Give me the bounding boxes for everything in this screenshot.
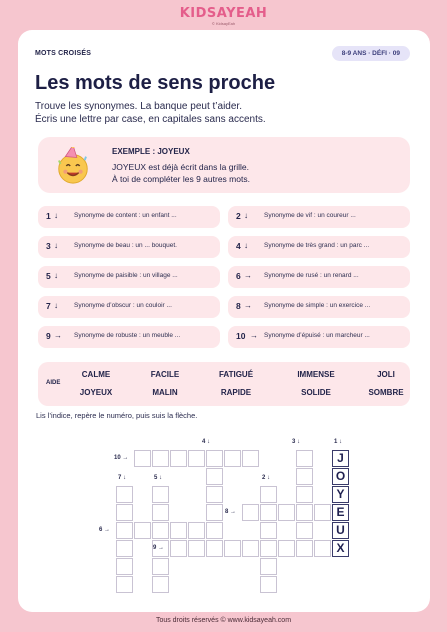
clue-number: 6 [236, 271, 241, 281]
grid-cell[interactable] [152, 522, 169, 539]
grid-cell[interactable] [152, 486, 169, 503]
grid-cell[interactable] [170, 540, 187, 557]
grid-cell[interactable] [242, 540, 259, 557]
grid-cell[interactable] [296, 486, 313, 503]
clue-direction-arrow: → [250, 330, 258, 340]
grid-cell-filled[interactable]: X [332, 540, 349, 557]
grid-cell[interactable] [134, 450, 151, 467]
grid-cell[interactable] [206, 450, 223, 467]
grid-cell[interactable] [206, 468, 223, 485]
grid-cell[interactable] [170, 522, 187, 539]
example-text [112, 161, 250, 185]
clue-number: 1 [46, 211, 51, 221]
example-title: EXEMPLE : JOYEUX [112, 147, 190, 156]
hint-text: Lis l’indice, repère le numéro, puis suis la flèche. [36, 411, 198, 420]
example-line: À toi de compléter les 9 autres mots. [112, 174, 250, 184]
clue-direction-arrow: ↓ [54, 240, 58, 250]
clue-3 [38, 236, 220, 258]
bank-word: IMMENSE [297, 370, 335, 379]
bank-word: JOLI [377, 370, 395, 379]
grid-clue-number: 5 ↓ [154, 475, 163, 481]
grid-cell[interactable] [314, 540, 331, 557]
worksheet-type-label: MOTS CROISÉS [35, 50, 92, 57]
clue-8 [228, 296, 410, 318]
grid-cell[interactable] [260, 486, 277, 503]
grid-clue-number: 3 ↓ [292, 439, 301, 445]
level-badge: 8-9 ANS · DÉFI · 09 [332, 46, 410, 61]
bank-word: SOLIDE [301, 388, 331, 397]
grid-clue-number: 7 ↓ [118, 475, 127, 481]
grid-cell[interactable] [224, 540, 241, 557]
clue-direction-arrow: → [244, 300, 252, 310]
grid-cell[interactable] [260, 540, 277, 557]
grid-cell[interactable] [152, 558, 169, 575]
grid-cell[interactable] [116, 486, 133, 503]
grid-clue-number: 9 → [153, 545, 165, 551]
grid-cell[interactable] [116, 558, 133, 575]
grid-clue-number: 8 → [225, 509, 237, 515]
grid-cell[interactable] [278, 540, 295, 557]
grid-cell-filled[interactable]: O [332, 468, 349, 485]
bank-word: JOYEUX [79, 388, 113, 397]
grid-cell-filled[interactable]: Y [332, 486, 349, 503]
grid-cell[interactable] [116, 540, 133, 557]
party-face-icon [54, 147, 92, 185]
clue-direction-arrow: ↓ [244, 210, 248, 220]
clue-text: Synonyme de vif : un coureur ... [264, 212, 356, 219]
clue-4 [228, 236, 410, 258]
clue-number: 4 [236, 241, 241, 251]
grid-cell[interactable] [206, 540, 223, 557]
clue-text: Synonyme d’épuisé : un marcheur ... [264, 332, 370, 339]
grid-cell[interactable] [134, 522, 151, 539]
grid-clue-number: 6 → [99, 527, 111, 533]
clue-direction-arrow: ↓ [54, 270, 58, 280]
bank-word: FACILE [150, 370, 180, 379]
bank-word: SOMBRE [368, 388, 404, 397]
bank-word: CALME [81, 370, 111, 379]
grid-cell[interactable] [188, 540, 205, 557]
clue-number: 2 [236, 211, 241, 221]
clue-direction-arrow: ↓ [54, 300, 58, 310]
example-line: JOYEUX est déjà écrit dans la grille. [112, 162, 250, 172]
worksheet-card [18, 30, 430, 612]
instructions [35, 100, 266, 126]
brand-logo: KIDSAYEAH [179, 6, 268, 21]
grid-cell[interactable] [188, 450, 205, 467]
grid-cell-filled[interactable]: E [332, 504, 349, 521]
instruction-line: Écris une lettre par case, en capitales sans accents. [35, 114, 266, 125]
grid-cell[interactable] [296, 468, 313, 485]
page-title: Les mots de sens proche [35, 72, 276, 94]
clue-text: Synonyme de beau : un ... bouquet. [74, 242, 177, 249]
grid-cell[interactable] [152, 450, 169, 467]
grid-cell[interactable] [296, 504, 313, 521]
grid-cell[interactable] [260, 576, 277, 593]
clue-number: 10 [236, 331, 246, 341]
grid-cell[interactable] [242, 450, 259, 467]
clue-number: 3 [46, 241, 51, 251]
brand-subtitle: © KidsayEah [211, 21, 236, 26]
grid-cell[interactable] [206, 486, 223, 503]
grid-cell[interactable] [152, 504, 169, 521]
brand-header [0, 6, 447, 26]
clue-9 [38, 326, 220, 348]
grid-cell[interactable] [314, 504, 331, 521]
grid-cell[interactable] [116, 576, 133, 593]
bank-word: RAPIDE [220, 388, 252, 397]
clue-number: 5 [46, 271, 51, 281]
grid-cell[interactable] [116, 522, 133, 539]
grid-clue-number: 1 ↓ [334, 439, 343, 445]
grid-clue-number: 4 ↓ [202, 439, 211, 445]
clue-number: 7 [46, 301, 51, 311]
clue-text: Synonyme de simple : un exercice ... [264, 302, 371, 309]
grid-cell-filled[interactable]: U [332, 522, 349, 539]
grid-cell[interactable] [260, 504, 277, 521]
grid-cell[interactable] [260, 522, 277, 539]
clue-10 [228, 326, 410, 348]
word-bank-label: AIDE [46, 380, 61, 386]
clue-2 [228, 206, 410, 228]
clue-text: Synonyme d’obscur : un couloir ... [74, 302, 172, 309]
clue-direction-arrow: ↓ [54, 210, 58, 220]
grid-clue-number: 2 ↓ [262, 475, 271, 481]
grid-clue-number: 10 → [114, 455, 129, 461]
example-box [38, 137, 410, 193]
clue-5 [38, 266, 220, 288]
clue-direction-arrow: → [54, 330, 62, 340]
instruction-line: Trouve les synonymes. La banque peut t’aider. [35, 101, 242, 112]
grid-cell[interactable] [296, 540, 313, 557]
clue-number: 8 [236, 301, 241, 311]
grid-cell[interactable] [116, 504, 133, 521]
grid-cell[interactable] [224, 450, 241, 467]
footer-copyright: Tous droits réservés © www.kidsayeah.com [155, 617, 292, 624]
grid-cell[interactable] [188, 522, 205, 539]
grid-cell[interactable] [206, 504, 223, 521]
clue-text: Synonyme de paisible : un village ... [74, 272, 178, 279]
clue-text: Synonyme de rusé : un renard ... [264, 272, 359, 279]
grid-cell[interactable] [296, 450, 313, 467]
clue-7 [38, 296, 220, 318]
clue-direction-arrow: → [244, 270, 252, 280]
grid-cell-filled[interactable]: J [332, 450, 349, 467]
clue-text: Synonyme de très grand : un parc ... [264, 242, 370, 249]
grid-cell[interactable] [206, 522, 223, 539]
grid-cell[interactable] [260, 558, 277, 575]
clue-direction-arrow: ↓ [244, 240, 248, 250]
grid-cell[interactable] [242, 504, 259, 521]
bank-word: FATIGUÉ [218, 370, 254, 379]
grid-cell[interactable] [152, 576, 169, 593]
clue-number: 9 [46, 331, 51, 341]
grid-cell[interactable] [296, 522, 313, 539]
clue-text: Synonyme de robuste : un meuble ... [74, 332, 181, 339]
clue-6 [228, 266, 410, 288]
word-bank [38, 362, 410, 406]
grid-cell[interactable] [170, 450, 187, 467]
grid-cell[interactable] [278, 504, 295, 521]
clue-text: Synonyme de content : un enfant ... [74, 212, 177, 219]
bank-word: MALIN [152, 388, 178, 397]
clue-1 [38, 206, 220, 228]
